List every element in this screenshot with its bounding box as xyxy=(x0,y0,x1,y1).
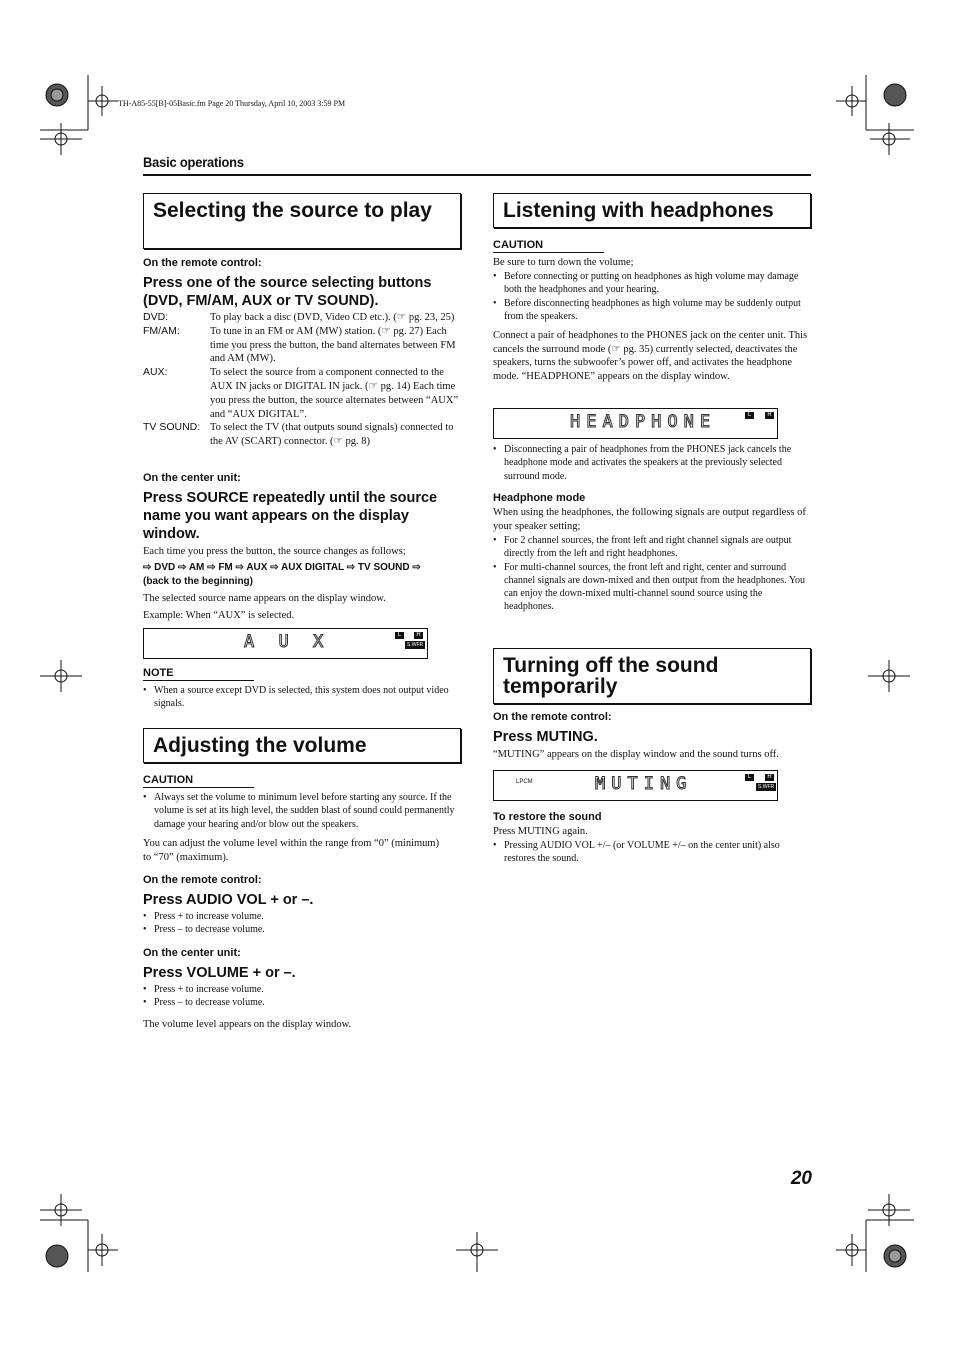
def-desc: To select the TV (that outputs sound signals) connected to the AV (SCART) connector. (☞ pg. 8) xyxy=(210,422,454,448)
lcd-r-indicator: R xyxy=(414,632,423,639)
volume-press-center: Press VOLUME + or –. xyxy=(143,965,296,981)
volume-center-list xyxy=(143,983,463,1010)
example-text: Example: When “AUX” is selected. xyxy=(143,610,295,621)
restore-label: To restore the sound xyxy=(493,811,602,823)
muting-remote-label: On the remote control: xyxy=(493,711,612,723)
source-sequence: ⇨ DVD ⇨ AM ⇨ FM ⇨ AUX ⇨ AUX DIGITAL ⇨ TV SOUND ⇨ (back to the beginning) xyxy=(143,562,421,587)
headphones-connect-text: Connect a pair of headphones to the PHONES jack on the center unit. This cancels the surround mode (☞ pg. 35) currently selected, deactivates the speakers, turns the subwoofer’s power off, and activates the headphone mode. “HEADPHONE” appears on the display window. xyxy=(493,330,808,382)
lcd-lpcm: LPCM xyxy=(516,779,533,785)
note-list xyxy=(143,684,463,711)
muting-title: Turning off the sound temporarily xyxy=(493,648,811,704)
volume-caution-label: CAUTION xyxy=(143,774,254,788)
def-term: FM/AM: xyxy=(143,324,180,337)
volume-range-text: You can adjust the volume level within the range from “0” (minimum) to “70” (maximum). xyxy=(143,838,440,863)
lcd-swfr-indicator: S.WFR xyxy=(407,642,424,648)
lcd-text: MUTING xyxy=(595,774,693,794)
headphone-mode-intro: When using the headphones, the following signals are output regardless of your speaker setting; xyxy=(493,507,806,532)
display-window-muting xyxy=(493,770,778,801)
muting-desc: “MUTING” appears on the display window and the sound turns off. xyxy=(493,749,779,760)
lcd-l-indicator: L xyxy=(395,632,404,639)
def-desc: To tune in an FM or AM (MW) station. (☞ pg. 27) Each time you press the button, the band alternates between FM and AM (MW). xyxy=(210,325,456,365)
volume-footer-text: The volume level appears on the display window. xyxy=(143,1019,352,1030)
volume-caution-list xyxy=(143,791,463,831)
header-rule xyxy=(143,174,811,176)
lcd-swfr-indicator: S.WFR xyxy=(758,784,775,790)
source-definitions xyxy=(143,311,463,449)
def-term: DVD: xyxy=(143,311,169,323)
lcd-l-indicator: L xyxy=(745,412,754,419)
def-desc: To play back a disc (DVD, Video CD etc.). (☞ pg. 23, 25) xyxy=(210,312,455,323)
def-row xyxy=(143,311,463,325)
volume-remote-list xyxy=(143,910,463,937)
list-item: • Press + to increase volume. xyxy=(143,910,463,923)
page-number: 20 xyxy=(790,1168,812,1189)
lcd-r-indicator: R xyxy=(765,412,774,419)
section-label: Basic operations xyxy=(143,154,244,170)
note-label: NOTE xyxy=(143,667,254,681)
list-item: • Before connecting or putting on headphones as high volume may damage both the headphones and your hearing. xyxy=(493,270,811,297)
list-item: • Press – to decrease volume. xyxy=(143,996,463,1009)
select-remote-label: On the remote control: xyxy=(143,257,262,269)
headphones-disconnect-list xyxy=(493,443,811,483)
def-row xyxy=(143,421,463,449)
headphone-mode-label: Headphone mode xyxy=(493,492,586,504)
volume-center-label: On the center unit: xyxy=(143,947,241,959)
headphones-caution-list xyxy=(493,270,811,323)
muting-press: Press MUTING. xyxy=(493,729,598,745)
note-item: • When a source except DVD is selected, this system does not output video signals. xyxy=(143,684,463,711)
adjust-volume-title: Adjusting the volume xyxy=(143,728,461,763)
def-desc: To select the source from a component connected to the AUX IN jacks or DIGITAL IN jack. (☞ pg. 14) Each time you press the button, the source alternates between “AUX” and “AUX DIGITAL”. xyxy=(210,367,459,420)
lcd-r-indicator: R xyxy=(765,774,774,781)
restore-list xyxy=(493,839,811,866)
caution-item: • Always set the volume to minimum level before starting any source. If the volume is set at its high level, the sudden blast of sound could permanently damage your hearing and/or blow out the speakers. xyxy=(143,791,463,831)
list-item: • Before disconnecting headphones as high volume may be suddenly output from the speakers. xyxy=(493,297,811,324)
display-window-aux xyxy=(143,628,428,659)
volume-remote-label: On the remote control: xyxy=(143,874,262,886)
lcd-text: HEADPHONE xyxy=(570,412,717,432)
headphone-mode-list xyxy=(493,534,811,614)
display-window-headphone xyxy=(493,408,778,439)
each-time-text: Each time you press the button, the source changes as follows; xyxy=(143,546,406,557)
selected-note: The selected source name appears on the display window. xyxy=(143,593,386,604)
def-row xyxy=(143,325,463,366)
select-press-remote: Press one of the source selecting buttons (DVD, FM/AM, AUX or TV SOUND). xyxy=(143,275,432,309)
def-row xyxy=(143,366,463,421)
list-item: • For multi-channel sources, the front left and right, center and surround channel signals are down-mixed and then output from the headphones. You can enjoy the down-mixed multi-channel sound source using the headphones. xyxy=(493,561,811,614)
file-info: TH-A85-55[B]-05Basic.fm Page 20 Thursday, April 10, 2003 3:59 PM xyxy=(118,99,346,108)
headphones-caution-intro: Be sure to turn down the volume; xyxy=(493,257,634,268)
restore-text: Press MUTING again. xyxy=(493,826,588,837)
list-item: • For 2 channel sources, the front left and right channel signals are output directly from the left and right headphones. xyxy=(493,534,811,561)
volume-press-remote: Press AUDIO VOL + or –. xyxy=(143,892,314,908)
list-item: • Press + to increase volume. xyxy=(143,983,463,996)
lcd-l-indicator: L xyxy=(745,774,754,781)
select-source-title: Selecting the source to play xyxy=(143,193,461,249)
select-center-label: On the center unit: xyxy=(143,472,241,484)
lcd-text: A U X xyxy=(244,632,331,652)
select-press-center: Press SOURCE repeatedly until the source name you want appears on the display window. xyxy=(143,490,438,542)
list-item: • Press – to decrease volume. xyxy=(143,923,463,936)
def-term: TV SOUND: xyxy=(143,421,201,434)
list-item: • Pressing AUDIO VOL +/– (or VOLUME +/– on the center unit) also restores the sound. xyxy=(493,839,811,866)
list-item: • Disconnecting a pair of headphones from the PHONES jack cancels the headphone mode and activates the speakers at the previously selected surround mode. xyxy=(493,443,811,483)
def-term: AUX: xyxy=(143,366,168,379)
headphones-caution-label: CAUTION xyxy=(493,239,604,253)
headphones-title: Listening with headphones xyxy=(493,193,811,228)
